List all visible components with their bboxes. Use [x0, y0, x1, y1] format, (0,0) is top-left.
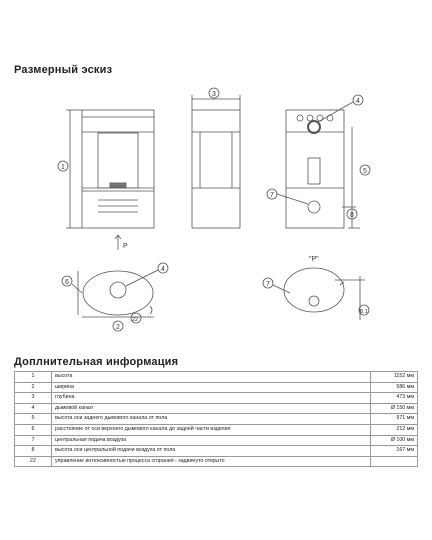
table-row: [15, 372, 418, 383]
side-view-outline: [192, 110, 240, 228]
dimension-drawing: [0, 80, 432, 350]
table-row: [15, 414, 418, 425]
row-description: высота оси центральной подачи воздуха от пола: [52, 446, 371, 457]
row-number: 8: [15, 446, 52, 457]
row-value: 212 мм: [371, 424, 418, 435]
callout-2: 2: [116, 324, 120, 331]
row-description: глубина: [52, 393, 371, 404]
table-row: [15, 456, 418, 467]
table-row: [15, 403, 418, 414]
row-description: расстояние от оси верхнего дымового канала до задней части изделия: [52, 424, 371, 435]
callout-4-top: 4: [161, 266, 165, 273]
row-number: 7: [15, 435, 52, 446]
table-row: [15, 446, 418, 457]
p-label: P: [123, 243, 128, 250]
callout-3: 3: [212, 91, 216, 98]
callout-6: 6: [65, 279, 69, 286]
top-view-right: [284, 268, 344, 312]
row-number: 1: [15, 372, 52, 383]
row-number: 22: [15, 456, 52, 467]
table-row: [15, 393, 418, 404]
row-value: 586 мм: [371, 382, 418, 393]
front-view-outline: [82, 110, 154, 228]
table-row: [15, 424, 418, 435]
row-number: 6: [15, 424, 52, 435]
callout-8: 8: [350, 212, 354, 219]
row-description: центральная подача воздуха: [52, 435, 371, 446]
callout-7-top: 7: [266, 281, 270, 288]
info-title: Доплнительная информация: [14, 356, 179, 368]
row-description: дымовой канал: [52, 403, 371, 414]
row-value: Ø 150 мм: [371, 403, 418, 414]
back-view-outline: [286, 110, 344, 228]
row-description: высота оси заднего дымового канала от пола: [52, 414, 371, 425]
p-top-label: "P": [309, 256, 319, 263]
row-value: 971 мм: [371, 414, 418, 425]
info-table: [14, 371, 418, 467]
row-value: [371, 456, 418, 467]
table-row: [15, 382, 418, 393]
callout-4: 4: [356, 98, 360, 105]
row-number: 2: [15, 382, 52, 393]
row-number: 3: [15, 393, 52, 404]
callout-22: 22: [132, 317, 139, 323]
row-number: 4: [15, 403, 52, 414]
row-description: управление интенсивностью процесса сгорания - задвинуто открыто: [52, 456, 371, 467]
row-number: 5: [15, 414, 52, 425]
row-description: высота: [52, 372, 371, 383]
table-row: [15, 435, 418, 446]
row-description: ширина: [52, 382, 371, 393]
row-value: Ø 100 мм: [371, 435, 418, 446]
row-value: 473 мм: [371, 393, 418, 404]
row-value: 1152 мм: [371, 372, 418, 383]
callout-5: 5: [363, 168, 367, 175]
callout-1: 1: [61, 164, 65, 171]
sketch-title: Размерный эскиз: [14, 64, 113, 76]
callout-7: 7: [270, 192, 274, 199]
callout-8-1: 8.1: [360, 309, 368, 315]
row-value: 167 мм: [371, 446, 418, 457]
